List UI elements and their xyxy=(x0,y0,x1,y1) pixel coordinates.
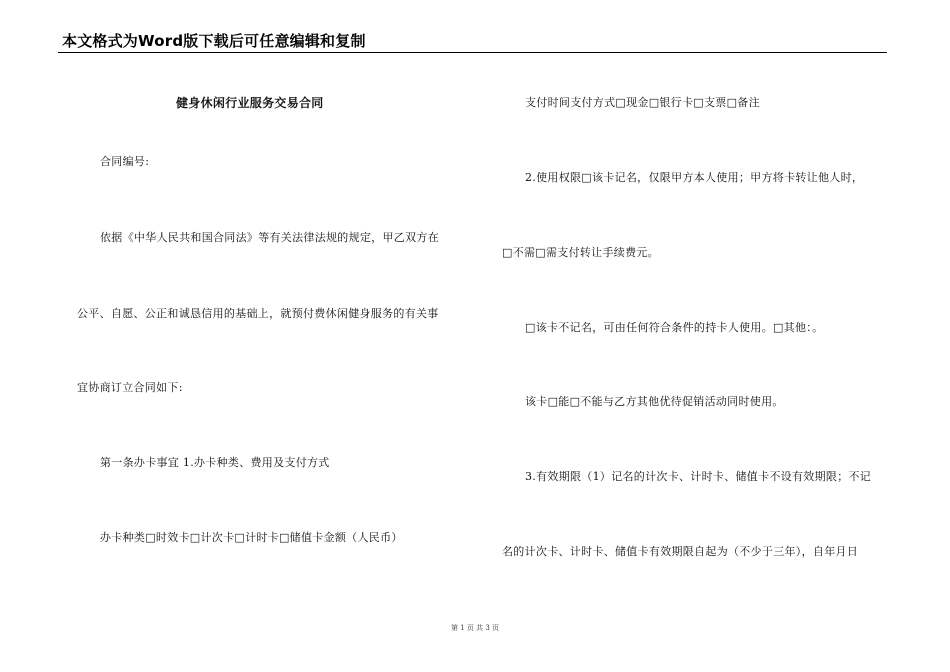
article-heading: 第一条办卡事宜 1.办卡种类、费用及支付方式 xyxy=(100,456,330,469)
body-line: 依据《中华人民共和国合同法》等有关法律法规的规定，甲乙双方在 xyxy=(100,231,439,244)
body-line: 办卡种类□时效卡□计次卡□计时卡□储值卡金额（人民币） xyxy=(100,531,403,544)
body-line: 2.使用权限□该卡记名，仅限甲方本人使用；甲方将卡转让他人时， xyxy=(525,171,864,184)
body-line: 3.有效期限（1）记名的计次卡、计时卡、储值卡不设有效期限；不记 xyxy=(525,470,872,483)
body-line: 该卡□能□不能与乙方其他优待促销活动同时使用。 xyxy=(525,395,784,408)
page-indicator: 第 1 页 共 3 页 xyxy=(450,624,500,632)
contract-number-label: 合同编号: xyxy=(100,155,150,168)
body-line: 宜协商订立合同如下: xyxy=(77,381,183,394)
header-divider xyxy=(58,52,887,53)
body-line: 支付时间支付方式□现金□银行卡□支票□备注 xyxy=(525,96,760,109)
body-line: 公平、自愿、公正和诚恳信用的基础上，就预付费休闲健身服务的有关事 xyxy=(77,307,439,320)
body-line: □不需□需支付转让手续费元。 xyxy=(502,246,659,259)
body-line: □该卡不记名，可由任何符合条件的持卡人使用。□其他：。 xyxy=(525,321,824,334)
contract-title: 健身休闲行业服务交易合同 xyxy=(176,96,324,110)
body-line: 名的计次卡、计时卡、储值卡有效期限自起为（不少于三年），自年月日 xyxy=(502,545,859,558)
download-banner: 本文格式为Word版下载后可任意编辑和复制 xyxy=(62,32,366,50)
